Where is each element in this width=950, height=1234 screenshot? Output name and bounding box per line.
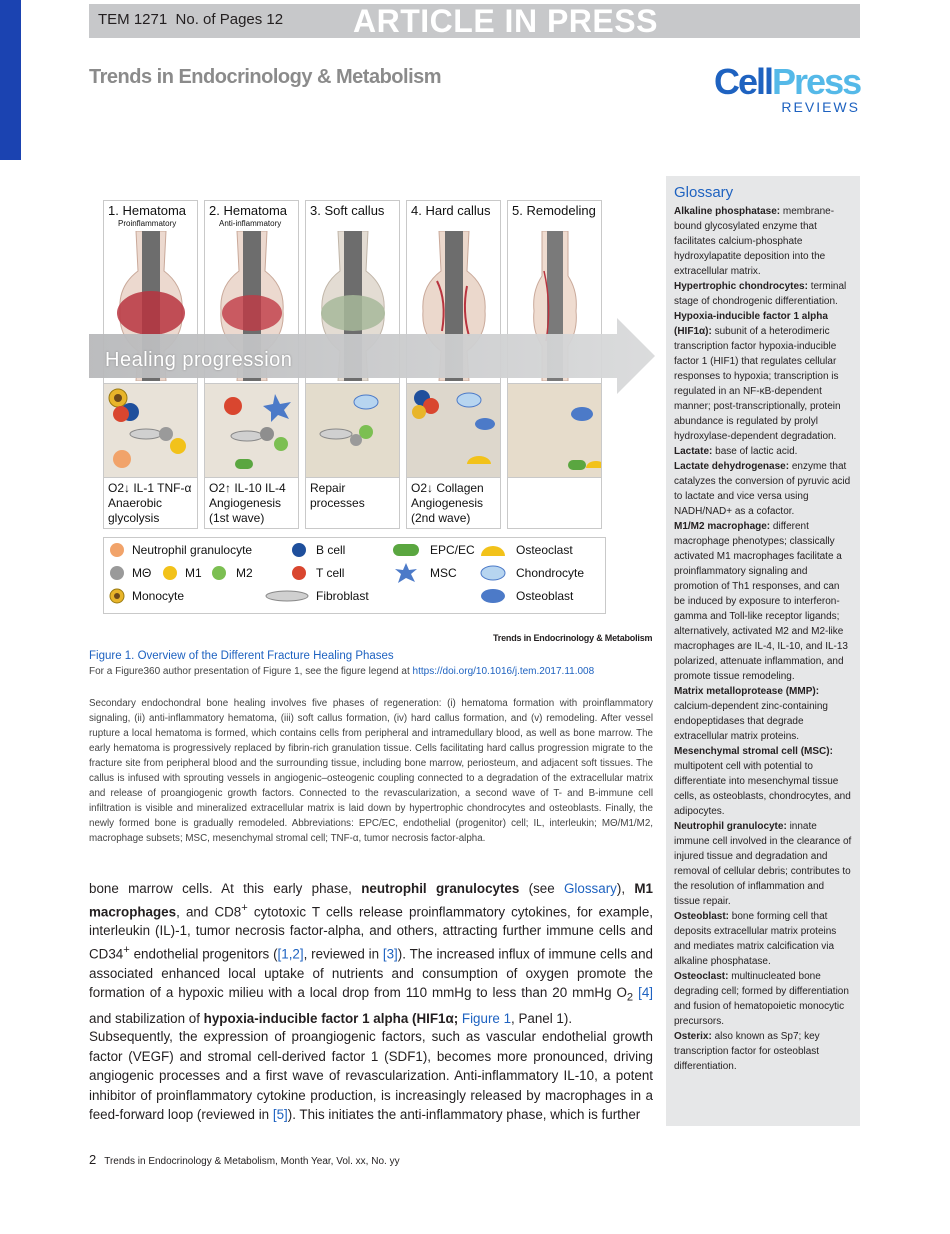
phase-panel-1: 1. Hematoma Proinflammatory xyxy=(103,200,198,520)
figure-1 xyxy=(89,190,655,620)
phase-panel-2: 2. Hematoma Anti-inflammatory xyxy=(204,200,299,520)
cells-panel-3 xyxy=(305,383,400,478)
figure-legend-text: Secondary endochondral bone healing involves five phases of regeneration: (i) hematoma formation with proinflammatory signaling, (ii) anti-inflammatory hematoma, (iii) soft callus formation, (iv) hard callus formation, and (v) remodeling. After vessel rupture a local hematoma is formed, which contains cells from peripheral and intramedullary blood, as well as bone marrow. The early hematoma is progressively replaced by fibrin-rich granulation tissue. Cells facilitating hard callus progression migrate to the fracture site from peripheral blood and the surrounding tissue, including bone marrow, periosteum, and adjacent soft tissues. The callus is infused with sprouting vessels in angiogenic–osteogenic coupling connected to a degradation of the extracellular matrix and release of proangiogenic growth factors. Connected to the revascularization, a second wave of T- and B-immune cell infiltration is visible and mineralized extracellular matrix is laid down by hypertrophic chondrocytes and osteoblasts. Finally, the newly formed bone is gradually remodeled. Abbreviations: EPC/EC, endothelial (progenitor) cell; IL, interleukin; MΘ/M1/M2, macrophage subsets; MSC, mesenchymal stromal cell; TNF-α, tumor necrosis factor-alpha. xyxy=(89,698,653,844)
panel-text-4: O2↓ Collagen Angiogenesis (2nd wave) xyxy=(406,479,501,529)
panel-text-5 xyxy=(507,479,602,529)
chondrocyte-icon xyxy=(480,565,506,581)
panel-text-1: O2↓ IL-1 TNF-α Anaerobic glycolysis xyxy=(103,479,198,529)
b-cell-icon xyxy=(290,542,308,558)
phase-panel-3: 3. Soft callus xyxy=(305,200,400,520)
glossary-entry: Neutrophil granulocyte: innate immune cell involved in the clearance of injured tissue and degradation and removal of cellular debris; contributes to the resolution of inflammation and tissue repair. xyxy=(674,821,852,907)
side-color-bar xyxy=(0,0,21,160)
citation-link[interactable]: [1,2] xyxy=(277,946,304,962)
glossary-entry: Matrix metalloprotease (MMP): calcium-dependent zinc-containing endopeptidases that degrade extracellular matrix proteins. xyxy=(674,686,828,742)
journal-title: Trends in Endocrinology & Metabolism xyxy=(89,66,442,88)
cells-panel-4 xyxy=(406,383,501,478)
glossary-link[interactable]: Glossary xyxy=(564,881,617,896)
phase-panel-4: 4. Hard callus xyxy=(406,200,501,520)
glossary-entry: Hypoxia-inducible factor 1 alpha (HIF1α): subunit of a heterodimeric transcription factor hypoxia-inducible factor 1 (HIF1) that regulates cellular responses to hypoxia; transcription is regulated in an NF-κB-dependent manner; post-transcriptionally, protein abundance is regulated by prolyl hydroxylase-dependent degradation. xyxy=(674,311,841,442)
glossary-title: Glossary xyxy=(674,184,734,201)
glossary-entry: Osteoclast: multinucleated bone degrading cell; formed by differentiation and fusion of hematopoietic monocytic precursors. xyxy=(674,971,849,1027)
body-paragraph-2: Subsequently, the expression of proangiogenic factors, such as vascular endothelial growth factor (VEGF) and stromal cell-derived factor 1 (SDF1), becomes more pronounced, driving angiogenic processes and a first wave of revascularization. Anti-inflammatory IL-10, a potent inhibitor of proinflammatory cytokine production, is increasingly released by macrophages in a feed-forward loop (reviewed in [5]). This initiates the anti-inflammatory phase, which is further xyxy=(89,1029,653,1122)
glossary-entry: Hypertrophic chondrocytes: terminal stage of chondrogenic differentiation. xyxy=(674,281,847,307)
healing-progression-label: Healing progression xyxy=(105,349,293,371)
citation-link[interactable]: [3] xyxy=(382,946,398,962)
epc-icon xyxy=(392,542,420,558)
article-in-press-banner: ARTICLE IN PRESS xyxy=(353,3,658,39)
neutrophil-icon xyxy=(108,542,126,558)
panel-text-3: Repair processes xyxy=(305,479,400,529)
cells-panel-2 xyxy=(204,383,299,478)
page-footer: 2 Trends in Endocrinology & Metabolism, Month Year, Vol. xx, No. yy xyxy=(89,1152,400,1167)
glossary-sidebar xyxy=(666,176,860,1126)
msc-icon xyxy=(394,562,418,584)
t-cell-icon xyxy=(290,565,308,581)
glossary-entry: Lactate: base of lactic acid. xyxy=(674,446,798,457)
cells-panel-1 xyxy=(103,383,198,478)
body-paragraph-1: bone marrow cells. At this early phase, neutrophil granulocytes (see Glossary), M1 macrophages, and CD8+ cytotoxic T cells release proinflammatory cytokines, for example, interleukin (IL)-1, tumor necrosis factor-alpha, and others, attracting further immune cells and CD34+ endothelial progenitors ([1,2], reviewed in [3]). The increased influx of immune cells and associated enhanced local uptake of nutrients and consumption of oxygen promote the formation of a hypoxic milieu with a local drop from 110 mmHg to less than 20 mmHg $O_2$ [4] and stabilization of hypoxia-inducible factor 1 alpha (HIF1α; Figure 1, Panel 1). xyxy=(89,881,653,1026)
article-id-line: TEM 1271 No. of Pages 12 xyxy=(98,11,284,28)
monocyte-icon xyxy=(108,588,126,604)
figure-credit: Trends in Endocrinology & Metabolism xyxy=(493,633,653,643)
osteoblast-icon xyxy=(480,588,506,604)
osteoclast-icon xyxy=(480,542,506,558)
figure-link[interactable]: Figure 1 xyxy=(461,1010,512,1026)
m1-macrophage-icon xyxy=(161,565,179,581)
article-header-bar xyxy=(89,4,860,38)
m2-macrophage-icon xyxy=(210,565,228,581)
macrophage-icon xyxy=(108,565,126,581)
glossary-entry: Osterix: also known as Sp7; key transcription factor for osteoblast differentiation. xyxy=(674,1031,820,1072)
panel-text-2: O2↑ IL-10 IL-4 Angiogenesis (1st wave) xyxy=(204,479,299,529)
figure-legend-box: Neutrophil granulocyte MΘ M1 M2 Monocyte B cell T cell Fibroblast EPC/EC MSC Osteoclast Chondrocyte Osteoblast xyxy=(103,537,606,614)
citation-link[interactable]: [5] xyxy=(272,1107,288,1122)
glossary-entry: Osteoblast: bone forming cell that deposits extracellular matrix proteins and mediates matrix calcification via alkaline phosphatase. xyxy=(674,911,837,967)
figure-caption-title: Figure 1. Overview of the Different Fracture Healing Phases xyxy=(89,650,394,662)
figure360-link[interactable]: https://doi.org/10.1016/j.tem.2017.11.008 xyxy=(412,666,595,677)
glossary-entry: Alkaline phosphatase: membrane-bound glycosylated enzyme that facilitates calcium-phosphate hydroxylapatite deposition into the extracellular matrix. xyxy=(674,206,835,277)
citation-link[interactable]: [4] xyxy=(638,985,653,1001)
glossary-entry: M1/M2 macrophage: different macrophage phenotypes; classically activated M1 macrophages facilitate a proinflammatory signaling and promotion of Th1 responses, and can be induced by exposure to interferon-gamma and Toll-like receptor ligands; alternatively, activated M2 and M2-like macrophages are IL-4, IL-10, and IL-13 polarized, attenuate inflammation, and promote tissue remodeling. xyxy=(674,521,848,682)
cells-panel-5 xyxy=(507,383,602,478)
cellpress-logo: CellPress REVIEWS xyxy=(714,61,861,115)
phase-panel-5: 5. Remodeling xyxy=(507,200,602,520)
glossary-entry: Mesenchymal stromal cell (MSC): multipotent cell with potential to differentiate into mesenchymal tissue cells, as osteoblasts, chondrocytes, and adipocytes. xyxy=(674,746,851,817)
figure360-note: For a Figure360 author presentation of Figure 1, see the figure legend at https://doi.org/10.1016/j.tem.2017.11.008 xyxy=(89,666,595,677)
fibroblast-icon xyxy=(264,589,310,603)
glossary-entry: Lactate dehydrogenase: enzyme that catalyzes the conversion of pyruvic acid to lactate and vice versa using NADH/NAD+ as a cofactor. xyxy=(674,461,851,517)
